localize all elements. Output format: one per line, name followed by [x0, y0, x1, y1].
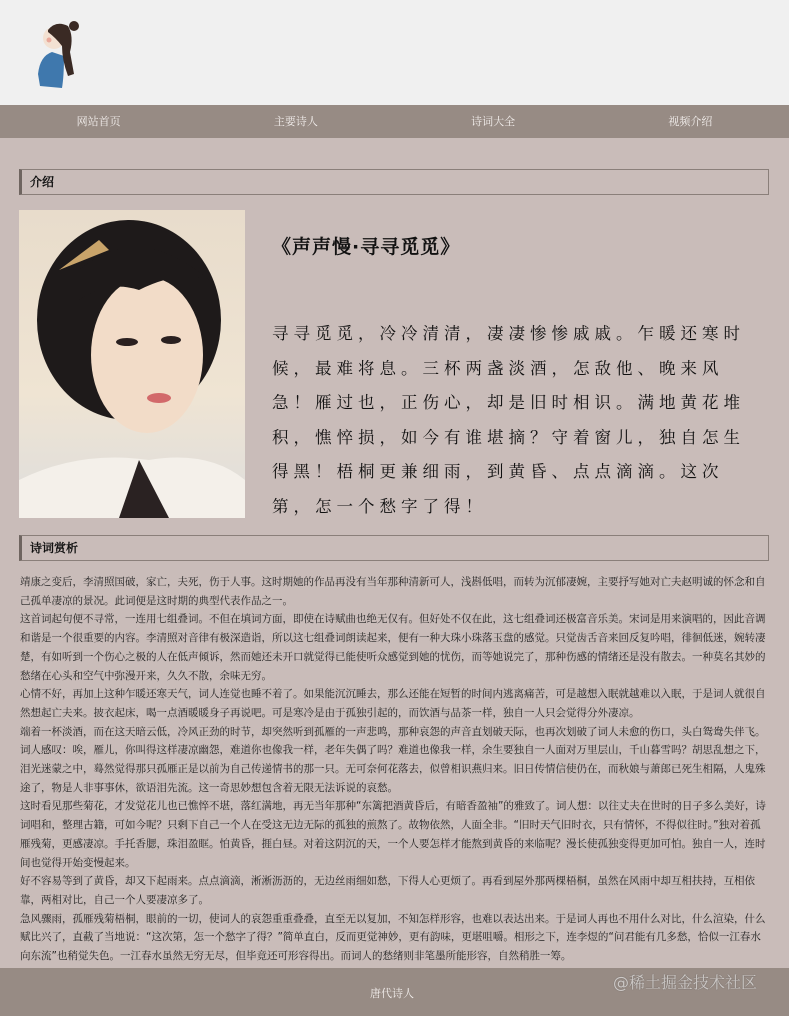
site-footer: [0, 968, 789, 1016]
analysis-heading: 诗词赏析: [19, 535, 769, 561]
analysis-paragraph: 这首词起句便不寻常，一连用七组叠词。不但在填词方面，即使在诗赋曲也绝无仅有。但好处不仅在此，这七组叠词还极富音乐美。宋词是用来演唱的，因此音调和谐是一个很重要的内容。李清照对音律有极深造诣，所以这七组叠词朗读起来，便有一种大珠小珠落玉盘的感觉。只觉齿舌音来回反复吟唱，徘徊低迷，婉转凄楚，有如听到一个伤心之极的人在低声倾诉，然而她还未开口就觉得已能使听众感觉到她的忧伤，而等她说完了，那种伤感的情绪还是没有散去。一种莫名其妙的愁绪在心头和空气中弥漫开来，久久不散，余味无穷。: [20, 613, 766, 682]
poem-text: 寻寻觅觅，冷冷清清，凄凄惨惨戚戚。乍暖还寒时候，最难将息。三杯两盏淡酒，怎敌他、晚来风急！雁过也，正伤心，却是旧时相识。满地黄花堆积，憔悴损，如今有谁堪摘？守着窗儿，独自怎生得黑！梧桐更兼细雨，到黄昏、点点滴滴。这次第，怎一个愁字了得！: [272, 324, 745, 516]
analysis-paragraph: 词人感叹：唉，雁儿，你叫得这样凄凉幽怨，难道你也像我一样，老年失偶了吗？难道也像我一样，余生要独自一人面对万里层山，千山暮雪吗？胡思乱想之下，泪光迷蒙之中，蓦然觉得那只孤雁正是以前为自己传递情书的那一只。无可奈何花落去，似曾相识燕归来。旧日传情信使仍在，而秋娘与萧郎已死生相隔，人鬼殊途了，物是人非事事休，欲语泪先流。这一奇思妙想包含着无限无法诉说的哀愁。: [20, 744, 766, 794]
intro-section: [19, 210, 789, 519]
poem-area: [245, 210, 765, 519]
watermark: @稀土掘金技术社区: [613, 973, 758, 992]
intro-heading: 介绍: [19, 169, 769, 195]
footer-link-tang-poets[interactable]: 唐代诗人: [370, 987, 414, 1000]
analysis-paragraph: 心情不好，再加上这种乍暖还寒天气，词人连觉也睡不着了。如果能沉沉睡去，那么还能在短暂的时间内逃离痛苦，可是越想入眠就越难以入眠，于是词人就很自然想起亡夫来。披衣起床，喝一点酒暖暖身子再说吧。可是寒冷是由于孤独引起的，而饮酒与品茶一样，独自一人只会觉得分外凄凉。: [20, 688, 766, 719]
analysis-text: [20, 573, 769, 966]
analysis-paragraph: 靖康之变后，李清照国破，家亡，夫死，伤于人事。这时期她的作品再没有当年那种清新可人，浅斟低唱，而转为沉郁凄婉，主要抒写她对亡夫赵明诚的怀念和自己孤单凄凉的景况。此词便是这时期的典型代表作品之一。: [20, 576, 766, 607]
analysis-paragraph: 急风骤雨，孤雁残菊梧桐，眼前的一切，使词人的哀怨重重叠叠，直至无以复加，不知怎样形容，也难以表达出来。于是词人再也不用什么对比，什么渲染，什么赋比兴了，直截了当地说：“这次第，怎一个愁字了得？”简单直白，反而更觉神妙，更有韵味，更堪咀嚼。相形之下，连李煜的“问君能有几多愁，恰似一江春水向东流”也稍觉失色。一江春水虽然无穷无尽，但毕竟还可形容得出。而词人的愁绪则非笔墨所能形容，自然稍胜一筹。: [20, 912, 766, 963]
analysis-paragraph: 端着一杯淡酒，而在这天暗云低，冷风正劲的时节，却突然听到孤雁的一声悲鸣，那种哀怨的声音直划破天际，也再次划破了词人未愈的伤口，头白鸳鸯失伴飞。: [20, 725, 766, 738]
nav-poets[interactable]: 主要诗人: [273, 115, 318, 128]
main-nav: [0, 105, 789, 138]
portrait-image: [19, 210, 245, 518]
analysis-paragraph: 这时看见那些菊花，才发觉花儿也已憔悴不堪，落红满地，再无当年那种“东篱把酒黄昏后，有暗香盈袖”的雅致了。词人想：以往丈夫在世时的日子多么美好，诗词唱和，整理古籍，可如今呢？只剩下自己一个人在受这无边无际的孤独的煎熬了。故物依然，人面全非。“旧时天气旧时衣，只有情怀，不得似往时。”独对着孤雁残菊，更感凄凉。手托香腮，珠泪盈眶。怕黄昏，捱白昼。对着这阴沉的天，一个人要怎样才能熬到黄昏的来临呢？漫长使孤独变得更加可怕。独自一人，连时间也觉得开始变慢起来。: [20, 800, 766, 869]
site-header: [0, 0, 789, 105]
poem-title: 《声声慢·寻寻觅觅》: [272, 236, 461, 258]
nav-home[interactable]: 网站首页: [76, 115, 121, 128]
logo-girl-illustration[interactable]: [34, 16, 86, 90]
nav-videos[interactable]: 视频介绍: [668, 115, 713, 128]
analysis-paragraph: 好不容易等到了黄昏，却又下起雨来。点点滴滴，淅淅沥沥的，无边丝雨细如愁，下得人心更烦了。再看到屋外那两棵梧桐，虽然在风雨中却互相扶持，互相依靠，两相对比，自己一个人要凄凉多了。: [20, 875, 755, 906]
nav-poems[interactable]: 诗词大全: [471, 115, 516, 128]
